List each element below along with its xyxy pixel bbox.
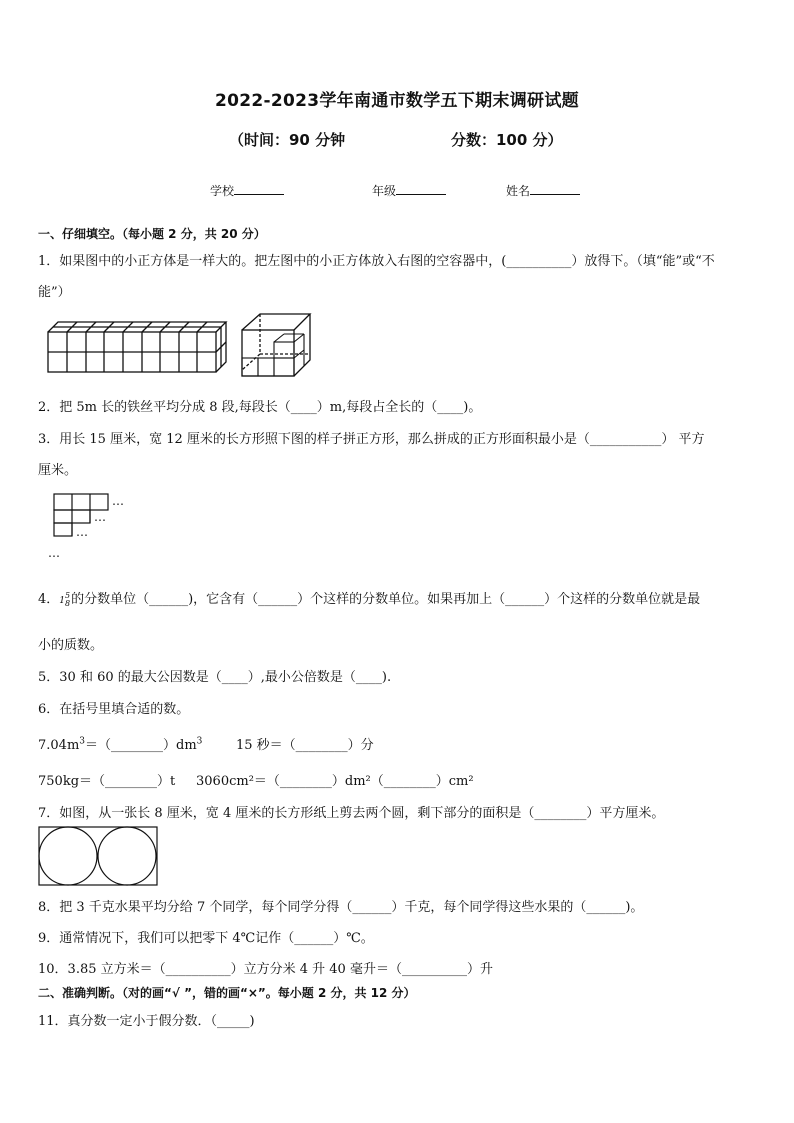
exam-score: 分数：100 分） bbox=[451, 131, 563, 149]
q6-row1-seconds: 15 秒＝（________）分 bbox=[236, 738, 374, 753]
q5-text: 5．30 和 60 的最大公因数是（____）,最小公倍数是（____). bbox=[38, 670, 392, 685]
q6-row1: $7.04m^3=(\_\_\_\_\_\_\_\_)dm^3$ bbox=[38, 736, 203, 753]
q3-line1: 3．用长 15 厘米，宽 12 厘米的长方形照下图的样子拼正方形，那么拼成的正方形面积最小是（___________） 平方 bbox=[38, 432, 705, 447]
q6-row2-kg: 750kg＝（________）t bbox=[38, 774, 176, 789]
section1-title: 一、仔细填空。（每小题 2 分，共 20 分） bbox=[38, 227, 266, 241]
exam-time: （时间：90 分钟 bbox=[229, 131, 346, 149]
grade-blank[interactable] bbox=[396, 181, 446, 195]
q3-line2: 厘米。 bbox=[38, 463, 78, 478]
section2-title: 二、准确判断。（对的画“√ ”，错的画“×”。每小题 2 分，共 12 分） bbox=[38, 986, 416, 1000]
q1-line2: 能”） bbox=[38, 285, 71, 300]
q7-circles-figure bbox=[38, 826, 158, 888]
q4-mixed-fraction: 15 8 bbox=[59, 590, 71, 608]
q3-dots-row2: … bbox=[94, 510, 106, 524]
school-field bbox=[210, 181, 284, 199]
page-title: 2022-2023学年南通市数学五下期末调研试题 bbox=[215, 91, 579, 111]
q6-text: 6．在括号里填合适的数。 bbox=[38, 702, 190, 717]
q1-container-figure bbox=[238, 312, 318, 380]
q1-line1: 1．如果图中的小正方体是一样大的。把左图中的小正方体放入右图的空容器中，(__________）放得下。（填“能”或“不 bbox=[38, 254, 715, 269]
grade-label: 年级 bbox=[372, 184, 397, 198]
q2-text: 2．把 5m 长的铁丝平均分成 8 段,每段长（____）m,每段占全长的（____)。 bbox=[38, 400, 482, 415]
q3-dots-column: … bbox=[48, 546, 60, 560]
q7-text: 7．如图，从一张长 8 厘米，宽 4 厘米的长方形纸上剪去两个圆，剩下部分的面积是（________）平方厘米。 bbox=[38, 806, 665, 821]
q4-line2: 小的质数。 bbox=[38, 638, 104, 653]
q6-row2-cm2: 3060cm²＝（________）dm²（________）cm² bbox=[196, 774, 474, 789]
school-label: 学校 bbox=[210, 184, 235, 198]
name-blank[interactable] bbox=[530, 181, 580, 195]
q4-text: 的分数单位（______)，它含有（______）个这样的分数单位。如果再加上（______）个这样的分数单位就是最 bbox=[71, 592, 701, 607]
q4-number: 4． bbox=[38, 592, 60, 607]
q4-line1 bbox=[38, 588, 700, 608]
q3-dots-row3: … bbox=[76, 525, 88, 539]
q11-text: 11．真分数一定小于假分数．（_____) bbox=[38, 1014, 255, 1029]
name-label: 姓名 bbox=[506, 184, 531, 198]
q8-text: 8．把 3 千克水果平均分给 7 个同学，每个同学分得（______）千克，每个同学得这些水果的（______)。 bbox=[38, 900, 644, 915]
q3-dots-row1: … bbox=[112, 494, 124, 508]
q9-text: 9．通常情况下，我们可以把零下 4℃记作（______）℃。 bbox=[38, 931, 374, 946]
grade-field bbox=[372, 181, 446, 199]
q1-cube-row-figure bbox=[46, 318, 236, 378]
q10-text: 10．3.85 立方米＝（__________）立方分米 4 升 40 毫升＝（__________）升 bbox=[38, 962, 493, 977]
name-field bbox=[506, 181, 580, 199]
school-blank[interactable] bbox=[234, 181, 284, 195]
